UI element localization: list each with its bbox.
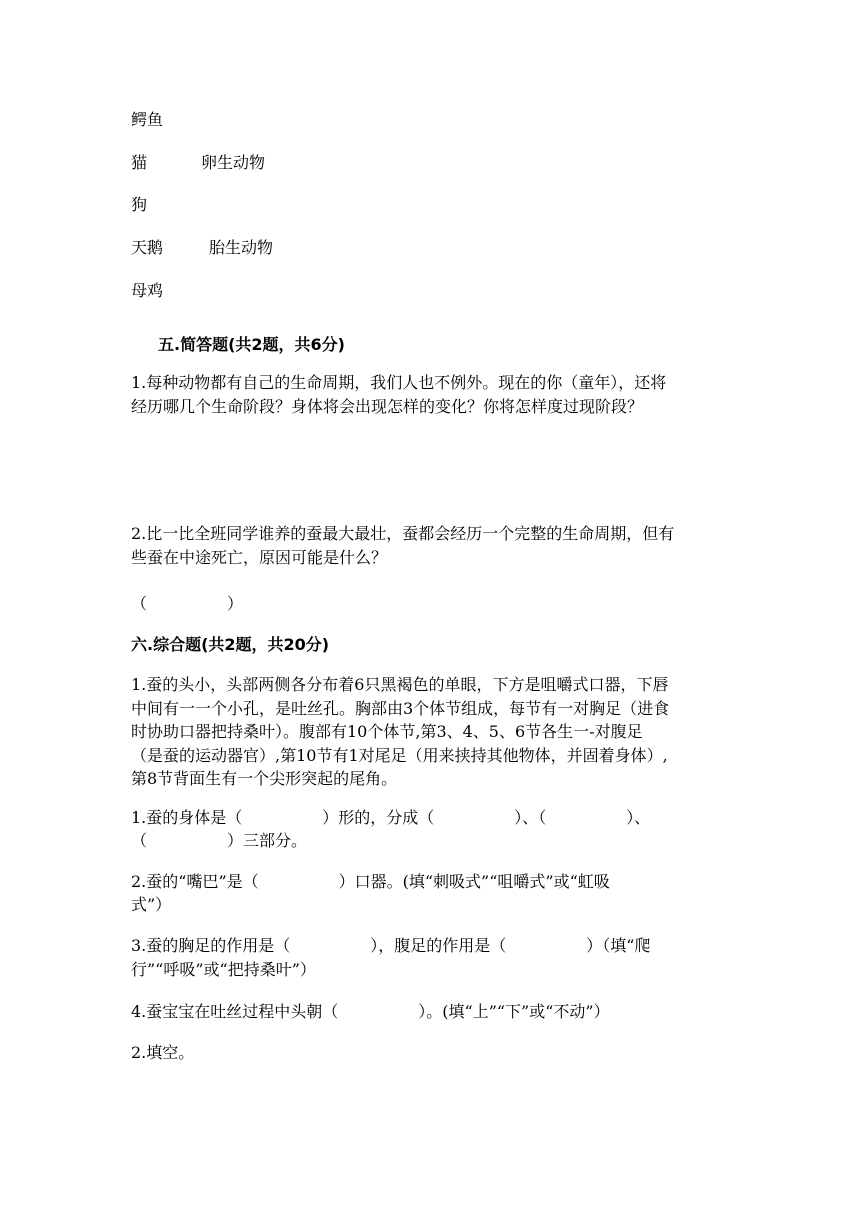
s6-p1-line1: 1.蚕的头小，头部两侧各分布着6只黑褐色的单眼，下方是咀嚼式口器，下唇 [131, 675, 669, 694]
s5-q1-line1: 1.每种动物都有自己的生命周期，我们人也不例外。现在的你（童年），还将 [131, 373, 667, 392]
s6-p1-line3: 时协助口器把持桑叶）。腹部有10个体节,第3、4、5、6节各生一-对腹足 [131, 722, 643, 741]
animal-dog: 狗 [131, 195, 148, 214]
s6-p1-line2: 中间有一一个小孔，是吐丝孔。胸部由3个体节组成，每节有一对胸足（进食 [131, 699, 670, 718]
section6-title: 六.综合题(共2题，共20分) [131, 635, 330, 654]
animal-cat: 猫 [131, 153, 148, 172]
s6-p1-line5: 第8节背面生有一个尖形突起的尾角。 [131, 769, 398, 788]
s5-q2-line1: 2.比一比全班同学谁养的蚕最大最壮，蚕都会经历一个完整的生命周期，但有 [131, 524, 675, 543]
category-viviparous: 胎生动物 [209, 238, 274, 257]
s6-sub3-line2: 行”“呼吸”或“把持桑叶”） [131, 960, 316, 979]
s6-sub1-line1: 1.蚕的身体是（ ）形的，分成（ ）、（ ）、 [131, 808, 651, 827]
s6-sub1-line2: （ ）三部分。 [131, 831, 308, 850]
s5-q1-line2: 经历哪几个生命阶段？身体将会出现怎样的变化？你将怎样度过现阶段？ [131, 397, 644, 416]
animal-crocodile: 鳄鱼 [131, 110, 164, 129]
section5-title: 五.简答题(共2题，共6分) [158, 335, 345, 354]
s6-sub4: 4.蚕宝宝在吐丝过程中头朝（ ）。(填“上”“下”或“不动”） [131, 1002, 610, 1021]
s6-sub2-line1: 2.蚕的“嘴巴”是（ ）口器。(填“刺吸式”“咀嚼式”或“虹吸 [131, 872, 610, 891]
s5-q2-answer-blank: （ ） [131, 594, 244, 613]
s6-sub3-line1: 3.蚕的胸足的作用是（ ），腹足的作用是（ ）（填“爬 [131, 936, 651, 955]
animal-hen: 母鸡 [131, 281, 164, 300]
s6-q2: 2.填空。 [131, 1043, 195, 1062]
animal-swan: 天鹅 [131, 238, 164, 257]
s5-q2-line2: 些蚕在中途死亡，原因可能是什么？ [131, 548, 388, 567]
s6-p1-line4: （是蚕的运动器官）,第10节有1对尾足（用来挟持其他物体，并固着身体）, [131, 746, 668, 765]
category-oviparous: 卵生动物 [201, 153, 266, 172]
s6-sub2-line2: 式”） [131, 895, 172, 914]
